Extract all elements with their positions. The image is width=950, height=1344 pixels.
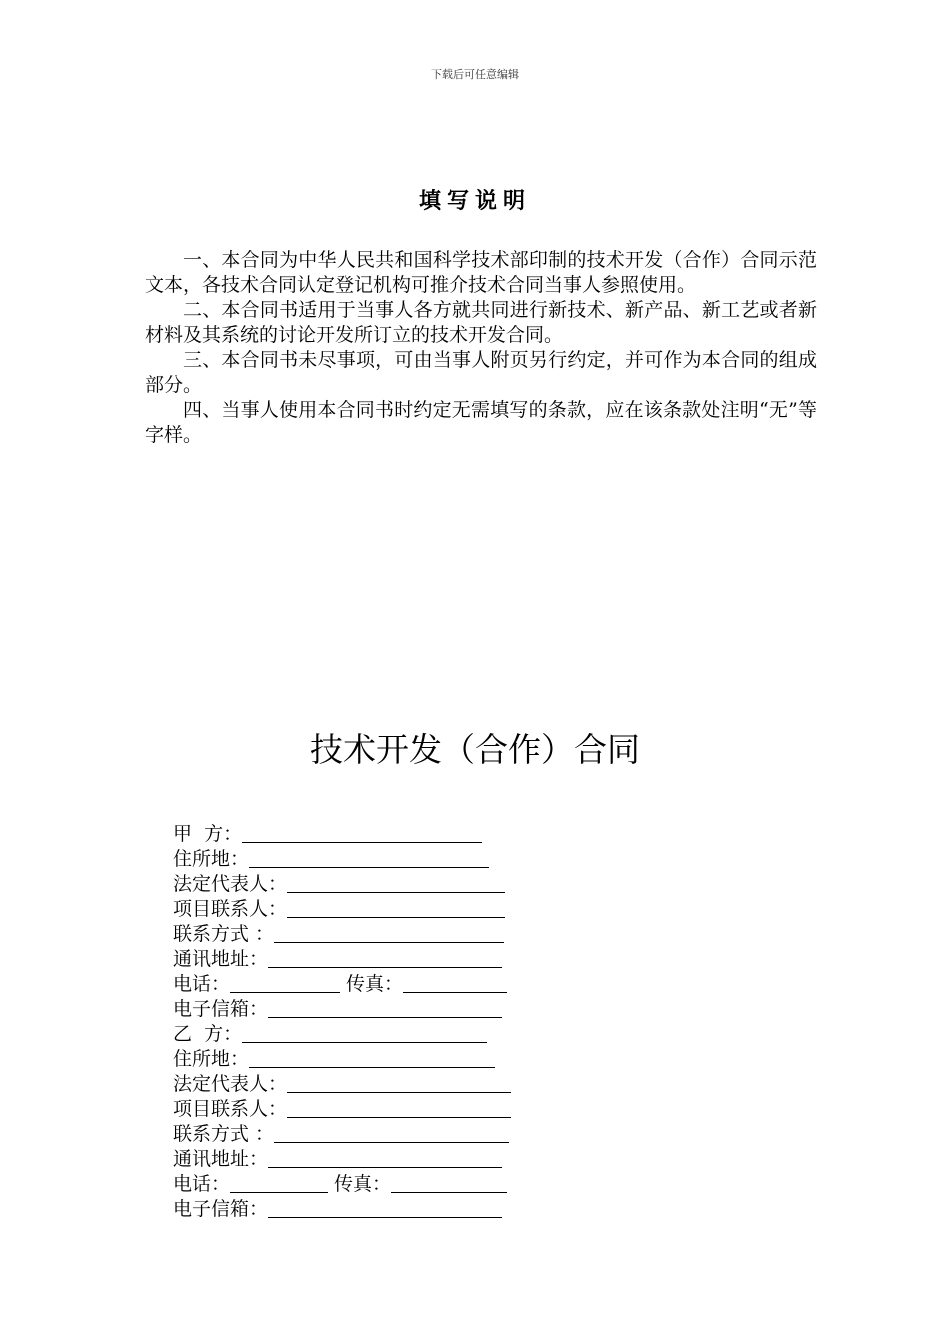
party-b-phone-fax-row (173, 1172, 593, 1197)
party-a-legal-rep-label: 法定代表人： (173, 873, 288, 895)
party-a-mail-address-field[interactable] (268, 948, 502, 968)
party-a-contact-person-field[interactable] (287, 898, 505, 918)
party-b-label: 乙 方： (173, 1023, 243, 1045)
party-a-address-row (173, 847, 593, 872)
party-a-fax-label: 传真： (346, 973, 404, 995)
party-b-name-row (173, 1022, 593, 1047)
party-a-legal-rep-row (173, 872, 593, 897)
party-b-address-label: 住所地： (173, 1048, 250, 1070)
party-a-mail-address-row (173, 947, 593, 972)
party-b-contact-method-label: 联系方式 ： (173, 1123, 275, 1145)
party-b-fax-field[interactable] (391, 1173, 507, 1193)
contract-title: 技术开发（合作）合同 (310, 730, 640, 769)
party-a-mail-address-label: 通讯地址： (173, 948, 269, 970)
party-a-label: 甲 方： (173, 823, 243, 845)
party-b-email-label: 电子信箱： (173, 1198, 269, 1220)
party-a-email-field[interactable] (268, 998, 502, 1018)
party-a-phone-field[interactable] (230, 973, 340, 993)
party-b-mail-address-row (173, 1147, 593, 1172)
instructions-body (145, 248, 817, 448)
instruction-item: 四、当事人使用本合同书时约定无需填写的条款，应在该条款处注明“无”等字样。 (145, 399, 817, 446)
party-b-contact-person-row (173, 1097, 593, 1122)
party-info-form (173, 822, 593, 1222)
party-b-legal-rep-label: 法定代表人： (173, 1073, 288, 1095)
party-a-legal-rep-field[interactable] (287, 873, 505, 893)
party-a-fax-field[interactable] (403, 973, 507, 993)
party-a-contact-method-field[interactable] (274, 923, 504, 943)
party-b-mail-address-label: 通讯地址： (173, 1148, 269, 1170)
party-a-contact-method-label: 联系方式 ： (173, 923, 275, 945)
party-b-mail-address-field[interactable] (268, 1148, 502, 1168)
party-a-contact-person-row (173, 897, 593, 922)
party-a-contact-person-label: 项目联系人： (173, 898, 288, 920)
party-b-name-field[interactable] (242, 1023, 487, 1043)
party-b-address-row (173, 1047, 593, 1072)
party-b-fax-label: 传真： (334, 1173, 392, 1195)
party-a-name-row (173, 822, 593, 847)
party-a-name-field[interactable] (242, 823, 482, 843)
party-b-legal-rep-field[interactable] (287, 1073, 511, 1093)
party-a-email-label: 电子信箱： (173, 998, 269, 1020)
party-a-phone-label: 电话： (173, 973, 231, 995)
party-b-phone-field[interactable] (230, 1173, 328, 1193)
instruction-item: 三、本合同书未尽事项，可由当事人附页另行约定，并可作为本合同的组成部分。 (145, 349, 817, 396)
header-note: 下载后可任意编辑 (431, 68, 519, 81)
party-b-address-field[interactable] (249, 1048, 495, 1068)
party-a-address-field[interactable] (249, 848, 489, 868)
party-b-email-row (173, 1197, 593, 1222)
party-a-email-row (173, 997, 593, 1022)
party-b-contact-method-row (173, 1122, 593, 1147)
party-a-phone-fax-row (173, 972, 593, 997)
instruction-item: 一、本合同为中华人民共和国科学技术部印制的技术开发（合作）合同示范文本，各技术合同认定登记机构可推介技术合同当事人参照使用。 (145, 249, 817, 296)
instruction-item: 二、本合同书适用于当事人各方就共同进行新技术、新产品、新工艺或者新材料及其系统的讨论开发所订立的技术开发合同。 (145, 299, 817, 346)
instructions-title: 填写说明 (418, 189, 531, 214)
party-b-contact-person-field[interactable] (287, 1098, 511, 1118)
party-b-contact-method-field[interactable] (274, 1123, 509, 1143)
party-b-email-field[interactable] (268, 1198, 502, 1218)
party-b-legal-rep-row (173, 1072, 593, 1097)
party-b-phone-label: 电话： (173, 1173, 231, 1195)
party-b-contact-person-label: 项目联系人： (173, 1098, 288, 1120)
party-a-address-label: 住所地： (173, 848, 250, 870)
party-a-contact-method-row (173, 922, 593, 947)
